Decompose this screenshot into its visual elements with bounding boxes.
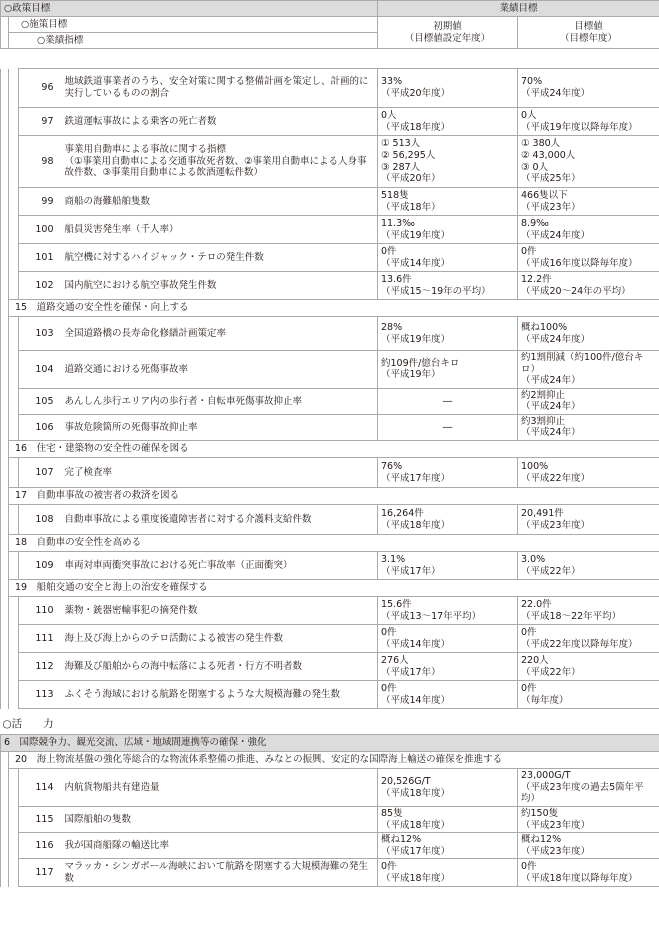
indicator-number: 109 — [19, 552, 59, 580]
indicator-row — [1, 653, 659, 681]
target-value: 約150隻 （平成23年度） — [518, 807, 659, 833]
measure-goal-label: ○施策目標 — [9, 17, 378, 33]
indicator-name: 道路交通における死傷事故率 — [59, 351, 378, 389]
initial-value: ― — [378, 388, 518, 414]
initial-value: 11.3‰ （平成19年度） — [378, 216, 518, 244]
policy-goal-title: 6 国際競争力、観光交流、広域・地域間連携等の確保・強化 — [1, 735, 659, 752]
indent-cell — [9, 414, 19, 440]
group-title: 19 船舶交通の安全と海上の治安を確保する — [9, 580, 659, 597]
indent-cell — [1, 752, 9, 769]
indent-cell — [1, 769, 9, 807]
group-title: 15 道路交通の安全性を確保・向上する — [9, 300, 659, 317]
group-title: 18 自動車の安全性を高める — [9, 535, 659, 552]
indent-cell — [9, 216, 19, 244]
indent-cell — [1, 244, 9, 272]
indent-cell — [9, 272, 19, 300]
initial-value: 85隻 （平成18年度） — [378, 807, 518, 833]
indent-cell — [1, 580, 9, 597]
indicator-row — [1, 188, 659, 216]
indicator-name: 航空機に対するハイジャック・テロの発生件数 — [59, 244, 378, 272]
initial-value: 518隻 （平成18年） — [378, 188, 518, 216]
indicator-number: 98 — [19, 136, 59, 188]
target-value: 0人 （平成19年度以降毎年度） — [518, 108, 659, 136]
target-value: 12.2件 （平成20～24年の平均） — [518, 272, 659, 300]
indicator-row — [1, 272, 659, 300]
initial-value: ① 513人 ② 56,295人 ③ 287人 （平成20年） — [378, 136, 518, 188]
indent-cell — [9, 108, 19, 136]
target-value-subtitle: （目標年度） — [560, 32, 618, 44]
indicator-name: ふくそう海域における航路を閉塞するような大規模海難の発生数 — [59, 681, 378, 709]
indicator-number: 96 — [19, 69, 59, 108]
indent-cell — [1, 833, 9, 859]
group-header-row — [1, 300, 659, 317]
group-header-row — [1, 580, 659, 597]
group-header-row — [1, 535, 659, 552]
indicator-name: 我が国商船隊の輸送比率 — [59, 833, 378, 859]
indicator-row — [1, 136, 659, 188]
indicator-name: 全国道路橋の長寿命化修繕計画策定率 — [59, 317, 378, 351]
initial-value-subtitle: （目標値設定年度） — [404, 32, 491, 44]
initial-value: 276人 （平成17年） — [378, 653, 518, 681]
target-value-header — [518, 17, 659, 49]
group-title: 16 住宅・建築物の安全性の確保を図る — [9, 441, 659, 458]
indent-cell — [1, 458, 9, 488]
indicator-number: 112 — [19, 653, 59, 681]
indicator-table-body — [0, 68, 659, 887]
indicator-name: あんしん歩行エリア内の歩行者・自転車死傷事故抑止率 — [59, 388, 378, 414]
indicator-row — [1, 317, 659, 351]
indicator-number: 116 — [19, 833, 59, 859]
indent-cell — [1, 300, 9, 317]
indicator-row — [1, 552, 659, 580]
performance-goal-label: 業績目標 — [378, 1, 659, 17]
indicator-number: 114 — [19, 769, 59, 807]
indent-cell — [1, 535, 9, 552]
initial-value-title: 初期値 — [433, 20, 462, 32]
indent-cell — [9, 351, 19, 389]
target-value: 約1割削減（約100件/億台キロ） （平成24年） — [518, 351, 659, 389]
indicator-number: 110 — [19, 597, 59, 625]
indent-cell — [9, 653, 19, 681]
indicator-name: マラッカ・シンガポール海峡において航路を閉塞する大規模海難の発生数 — [59, 859, 378, 887]
indicator-row — [1, 505, 659, 535]
target-value: 概ね12% （平成23年度） — [518, 833, 659, 859]
indicator-row — [1, 859, 659, 887]
indicator-row — [1, 414, 659, 440]
target-value: 22.0件 （平成18～22年平均） — [518, 597, 659, 625]
initial-value: 0件 （平成14年度） — [378, 244, 518, 272]
indicator-row — [1, 807, 659, 833]
indicator-row — [1, 108, 659, 136]
indicator-number: 103 — [19, 317, 59, 351]
indent-cell — [1, 17, 9, 49]
indicator-number: 99 — [19, 188, 59, 216]
initial-value: 20,526G/T （平成18年度） — [378, 769, 518, 807]
initial-value: 16,264件 （平成18年度） — [378, 505, 518, 535]
target-value: 466隻以下 （平成23年） — [518, 188, 659, 216]
initial-value: 3.1% （平成17年） — [378, 552, 518, 580]
indent-cell — [9, 388, 19, 414]
indent-cell — [9, 244, 19, 272]
indicator-row — [1, 244, 659, 272]
indent-cell — [9, 625, 19, 653]
indent-cell — [1, 859, 9, 887]
target-value: 0件 （平成22年度以降毎年度） — [518, 625, 659, 653]
indent-cell — [1, 505, 9, 535]
indent-cell — [9, 681, 19, 709]
target-value: 8.9‰ （平成24年度） — [518, 216, 659, 244]
indent-cell — [9, 552, 19, 580]
target-value: 0件 （毎年度） — [518, 681, 659, 709]
indicator-row — [1, 681, 659, 709]
indent-cell — [9, 833, 19, 859]
indent-cell — [1, 653, 9, 681]
indent-cell — [1, 69, 9, 108]
indent-cell — [1, 414, 9, 440]
initial-value: 76% （平成17年度） — [378, 458, 518, 488]
indent-cell — [1, 188, 9, 216]
target-value: 概ね100% （平成24年度） — [518, 317, 659, 351]
indicator-name: 船員災害発生率（千人率） — [59, 216, 378, 244]
indicator-number: 113 — [19, 681, 59, 709]
indicator-number: 106 — [19, 414, 59, 440]
indicator-row — [1, 69, 659, 108]
target-value: 20,491件 （平成23年度） — [518, 505, 659, 535]
initial-value: 0人 （平成18年度） — [378, 108, 518, 136]
target-value: ① 380人 ② 43,000人 ③ 0人 （平成25年） — [518, 136, 659, 188]
indent-cell — [9, 188, 19, 216]
indent-cell — [1, 317, 9, 351]
indent-cell — [1, 807, 9, 833]
indicator-number: 104 — [19, 351, 59, 389]
indent-cell — [9, 807, 19, 833]
indicator-name: 海上及び海上からのテロ活動による被害の発生件数 — [59, 625, 378, 653]
indent-cell — [9, 317, 19, 351]
indent-cell — [1, 625, 9, 653]
initial-value-header — [378, 17, 518, 49]
indent-cell — [1, 388, 9, 414]
indicator-name: 内航貨物船共有建造量 — [59, 769, 378, 807]
indicator-name: 事故危険箇所の死傷事故抑止率 — [59, 414, 378, 440]
initial-value: 0件 （平成14年度） — [378, 625, 518, 653]
target-value: 約3割抑止 （平成24年） — [518, 414, 659, 440]
indicator-name: 薬物・銃器密輸事犯の摘発件数 — [59, 597, 378, 625]
initial-value: 13.6件 （平成15～19年の平均） — [378, 272, 518, 300]
indent-cell — [1, 108, 9, 136]
indent-cell — [1, 441, 9, 458]
indent-cell — [9, 859, 19, 887]
indicator-row — [1, 388, 659, 414]
indicator-row — [1, 833, 659, 859]
indent-cell — [1, 351, 9, 389]
indicator-label: ○業績指標 — [9, 33, 378, 49]
indent-cell — [9, 136, 19, 188]
initial-value: 約109件/億台キロ （平成19年） — [378, 351, 518, 389]
group-title: 20 海上物流基盤の強化等総合的な物流体系整備の推進、みなとの振興、安定的な国際海上輸送の確保を推進する — [9, 752, 659, 769]
indent-cell — [9, 458, 19, 488]
target-value: 23,000G/T （平成23年度の過去5箇年平均） — [518, 769, 659, 807]
target-value-title: 目標値 — [574, 20, 603, 32]
indent-cell — [1, 597, 9, 625]
indicator-name: 商船の海難船舶隻数 — [59, 188, 378, 216]
indent-cell — [1, 272, 9, 300]
initial-value: 28% （平成19年度） — [378, 317, 518, 351]
group-header-row — [1, 441, 659, 458]
indicator-number: 105 — [19, 388, 59, 414]
indicator-name: 国際船舶の隻数 — [59, 807, 378, 833]
indicator-name: 自動車事故による重度後遺障害者に対する介護料支給件数 — [59, 505, 378, 535]
indicator-number: 101 — [19, 244, 59, 272]
indicator-name: 事業用自動車による事故に関する指標 （①事業用自動車による交通事故死者数、②事業用自動車による人身事故件数、③事業用自動車による飲酒運転件数） — [59, 136, 378, 188]
indicator-name: 海難及び船舶からの海中転落による死者・行方不明者数 — [59, 653, 378, 681]
indicator-number: 97 — [19, 108, 59, 136]
indent-cell — [1, 216, 9, 244]
target-value: 100% （平成22年度） — [518, 458, 659, 488]
target-value: 3.0% （平成22年） — [518, 552, 659, 580]
indent-cell — [1, 681, 9, 709]
indicator-number: 117 — [19, 859, 59, 887]
section-title-row — [1, 709, 659, 735]
initial-value: ― — [378, 414, 518, 440]
initial-value: 0件 （平成14年度） — [378, 681, 518, 709]
indicator-row — [1, 351, 659, 389]
initial-value: 33% （平成20年度） — [378, 69, 518, 108]
indent-cell — [9, 69, 19, 108]
table-header — [0, 0, 659, 49]
group-header-row — [1, 488, 659, 505]
indicator-number: 107 — [19, 458, 59, 488]
target-value: 70% （平成24年度） — [518, 69, 659, 108]
indicator-number: 115 — [19, 807, 59, 833]
indent-cell — [1, 552, 9, 580]
indicator-row — [1, 769, 659, 807]
indicator-number: 108 — [19, 505, 59, 535]
initial-value: 概ね12% （平成17年度） — [378, 833, 518, 859]
target-value: 0件 （平成18年度以降毎年度） — [518, 859, 659, 887]
target-value: 220人 （平成22年） — [518, 653, 659, 681]
initial-value: 0件 （平成18年度） — [378, 859, 518, 887]
indicator-number: 111 — [19, 625, 59, 653]
indicator-name: 完了検査率 — [59, 458, 378, 488]
policy-goal-row — [1, 735, 659, 752]
indicator-name: 国内航空における航空事故発生件数 — [59, 272, 378, 300]
indicator-row — [1, 458, 659, 488]
initial-value: 15.6件 （平成13～17年平均） — [378, 597, 518, 625]
indicator-row — [1, 216, 659, 244]
indicator-name: 鉄道運転事故による乗客の死亡者数 — [59, 108, 378, 136]
indicator-number: 102 — [19, 272, 59, 300]
group-header-row — [1, 752, 659, 769]
indent-cell — [1, 136, 9, 188]
indent-cell — [9, 769, 19, 807]
indent-cell — [1, 488, 9, 505]
indicator-name: 車両対車両衝突事故における死亡事故率（正面衝突） — [59, 552, 378, 580]
indicator-name: 地域鉄道事業者のうち、安全対策に関する整備計画を策定し、計画的に実行しているものの割合 — [59, 69, 378, 108]
vitality-section-title: ○活 力 — [2, 718, 54, 731]
target-value: 約2割抑止 （平成24年） — [518, 388, 659, 414]
group-title: 17 自動車事故の被害者の救済を図る — [9, 488, 659, 505]
indicator-number: 100 — [19, 216, 59, 244]
target-value: 0件 （平成16年度以降毎年度） — [518, 244, 659, 272]
indent-cell — [9, 505, 19, 535]
indicator-row — [1, 597, 659, 625]
indicator-row — [1, 625, 659, 653]
indent-cell — [9, 597, 19, 625]
policy-goal-label: ○政策目標 — [1, 1, 378, 17]
